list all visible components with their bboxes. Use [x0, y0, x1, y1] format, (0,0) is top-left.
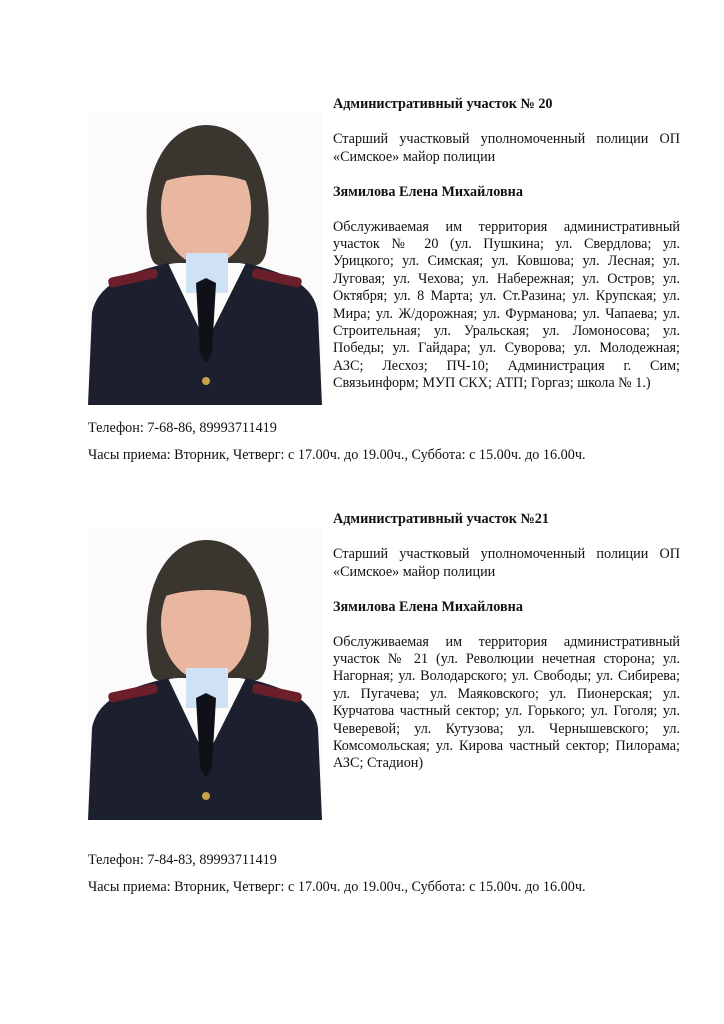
- officer-photo: [88, 113, 322, 405]
- territory-description: Обслуживаемая им территория административный участок № 20 (ул. Пушкина; ул. Свердлова; ул. Урицкого; ул. Симская; ул. Ковшова; ул. Лесная; ул. Луговая; ул. Чехова; ул. Набережная; ул. Остров; ул. Октября; ул. 8 Марта; ул. Ст.Разина; ул. Крупская; ул. Мира; ул. Ж/дорожная; ул. Фурманова; ул. Чапаева; ул. Строительная; ул. Уральская; ул. Ломоносова; ул. Победы; ул. Гайдара; ул. Суворова; ул. Молодежная; АЗС; Лесхоз; ПЧ-10; Администрация г. Сим; Связьинформ; МУП СКХ; АТП; Горгаз; школа № 1.): [333, 218, 680, 392]
- phone-line: Телефон: 7-68-86, 89993711419: [88, 420, 277, 436]
- section-info-21: [333, 511, 680, 773]
- territory-description: Обслуживаемая им территория административный участок № 21 (ул. Революции нечетная сторона; ул. Нагорная; ул. Володарского; ул. Свободы; ул. Сибирева; ул. Пугачева; ул. Маяковского; ул. Пионерская; ул. Курчатова частный сектор; ул. Горького; ул. Гоголя; ул. Чеверевой; ул. Кутузова; ул. Чернышевского; ул. Комсомольская; ул. Кирова частный сектор; Пилорама; АЗС; Стадион): [333, 633, 680, 772]
- officer-position: Старший участковый уполномоченный полиции ОП «Симское» майор полиции: [333, 131, 680, 165]
- officer-position: Старший участковый уполномоченный полиции ОП «Симское» майор полиции: [333, 546, 680, 580]
- section-title: Административный участок №21: [333, 511, 549, 527]
- section-title: Административный участок № 20: [333, 96, 553, 112]
- officer-name: Зямилова Елена Михайловна: [333, 184, 523, 201]
- reception-hours: Часы приема: Вторник, Четверг: с 17.00ч. до 19.00ч., Суббота: с 15.00ч. до 16.00ч.: [88, 879, 586, 895]
- reception-hours: Часы приема: Вторник, Четверг: с 17.00ч. до 19.00ч., Суббота: с 15.00ч. до 16.00ч.: [88, 447, 586, 463]
- portrait-image: [88, 113, 322, 405]
- portrait-image: [88, 528, 322, 820]
- section-info-20: [333, 96, 680, 393]
- officer-photo: [88, 528, 322, 820]
- phone-line: Телефон: 7-84-83, 89993711419: [88, 852, 277, 868]
- officer-name: Зямилова Елена Михайловна: [333, 599, 523, 616]
